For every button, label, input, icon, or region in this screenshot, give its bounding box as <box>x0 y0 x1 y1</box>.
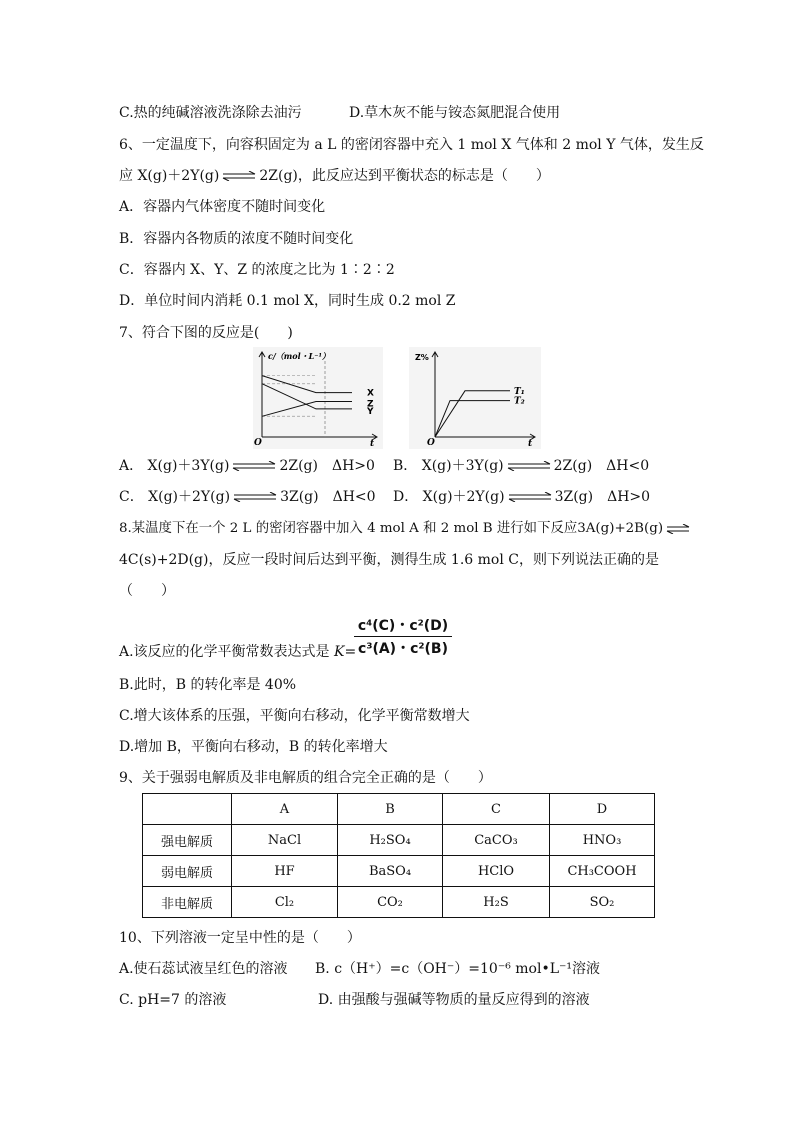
q7-b-products: 2Z(g) ΔH<0 <box>553 458 650 474</box>
q6-stem-line2 <box>119 167 550 185</box>
q7-option-a <box>119 457 375 475</box>
chart2-ylabel: Z% <box>415 353 429 362</box>
q10-stem: 10、下列溶液一定呈中性的是（ ） <box>119 930 361 946</box>
q5-option-d: D.草木灰不能与铵态氮肥混合使用 <box>349 105 561 121</box>
q7-a-products: 2Z(g) ΔH>0 <box>279 458 375 474</box>
chart1-background <box>253 347 383 449</box>
q6-option-b: B．容器内各物质的浓度不随时间变化 <box>119 231 354 247</box>
equilibrium-arrow-icon <box>507 461 551 471</box>
chart1-series-labels <box>366 389 374 417</box>
q8-option-a <box>119 643 356 661</box>
equilibrium-constant-symbol: K= <box>334 644 357 660</box>
equilibrium-arrow-icon <box>222 171 256 181</box>
table-row <box>143 825 655 856</box>
series-label-y: Y <box>367 406 374 417</box>
q7-d-reactants: D． X(g)＋2Y(g) <box>393 489 505 505</box>
q7-b-reactants: B． X(g)＋3Y(g) <box>393 458 504 474</box>
q10-option-d: D. 由强酸与强碱等物质的量反应得到的溶液 <box>318 992 590 1008</box>
table-cell: HNO₃ <box>550 825 655 856</box>
q6-option-a: A．容器内气体密度不随时间变化 <box>119 199 326 215</box>
q7-c-reactants: C． X(g)＋2Y(g) <box>119 489 231 505</box>
q8-stem-line1 <box>119 520 693 538</box>
q8-option-d: D.增加 B，平衡向右移动，B 的转化率增大 <box>119 739 388 755</box>
q10-option-a: A.使石蕊试液呈红色的溶液 <box>119 961 288 977</box>
q6-option-d: D．单位时间内消耗 0.1 mol X，同时生成 0.2 mol Z <box>119 293 456 309</box>
z-percent-time-chart <box>409 347 541 449</box>
q8-option-c: C.增大该体系的压强，平衡向右移动，化学平衡常数增大 <box>119 708 470 724</box>
table-header-cell <box>143 794 232 825</box>
table-cell: BaSO₄ <box>338 856 443 887</box>
q6-option-c: C．容器内 X、Y、Z 的浓度之比为 1∶2∶2 <box>119 262 395 278</box>
q7-c-products: 3Z(g) ΔH<0 <box>280 489 376 505</box>
q7-option-c <box>119 488 376 506</box>
equilibrium-constant-fraction <box>354 615 452 658</box>
q10-option-b: B. c（H⁺）=c（OH⁻）=10⁻⁶ mol•L⁻¹溶液 <box>315 961 601 977</box>
q7-a-reactants: A． X(g)＋3Y(g) <box>119 458 230 474</box>
series-label-x: X <box>367 388 374 399</box>
table-header-cell: C <box>443 794 550 825</box>
table-cell: CaCO₃ <box>443 825 550 856</box>
table-row <box>143 887 655 918</box>
table-row-label: 弱电解质 <box>143 856 232 887</box>
table-row <box>143 856 655 887</box>
table-cell: SO₂ <box>550 887 655 918</box>
equilibrium-arrow-icon <box>233 492 277 502</box>
table-header-cell: D <box>550 794 655 825</box>
table-cell: CH₃COOH <box>550 856 655 887</box>
series-label-t2: T₂ <box>514 396 525 407</box>
table-cell: Cl₂ <box>232 887 338 918</box>
chart2-origin-label: O <box>427 438 435 448</box>
q8-option-b: B.此时，B 的转化率是 40% <box>119 677 297 693</box>
table-cell: CO₂ <box>338 887 443 918</box>
table-cell: HClO <box>443 856 550 887</box>
equilibrium-arrow-icon <box>232 461 276 471</box>
equilibrium-arrow-icon <box>666 524 690 534</box>
q10-option-c: C. pH=7 的溶液 <box>119 992 227 1008</box>
table-cell: NaCl <box>232 825 338 856</box>
fraction-numerator: c⁴(C)・c²(D) <box>354 615 452 637</box>
q7-option-b <box>393 457 649 475</box>
q5-option-c: C.热的纯碱溶液洗涤除去油污 <box>119 105 302 121</box>
q9-stem: 9、关于强弱电解质及非电解质的组合完全正确的是（ ） <box>119 770 492 786</box>
table-header-row <box>143 794 655 825</box>
q7-option-d <box>393 488 650 506</box>
q8-stem-line3: （ ） <box>119 583 175 599</box>
chart1-origin-label: O <box>254 438 262 448</box>
q7-d-products: 3Z(g) ΔH>0 <box>554 489 651 505</box>
chart2-series-labels <box>514 387 525 407</box>
chart1-xlabel: t <box>370 439 375 449</box>
table-cell: HF <box>232 856 338 887</box>
q6-products: 2Z(g)，此反应达到平衡状态的标志是（ ） <box>259 168 550 184</box>
q8-stem-line2: 4C(s)+2D(g)，反应一段时间后达到平衡，测得生成 1.6 mol C，则下列说法正确的是 <box>119 552 659 568</box>
q8-option-a-text: A.该反应的化学平衡常数表达式是 <box>119 644 330 660</box>
series-label-t1: T₁ <box>514 386 525 397</box>
table-row-label: 非电解质 <box>143 887 232 918</box>
q8-reactants: 8.某温度下在一个 2 L 的密闭容器中加入 4 mol A 和 2 mol B 进行如下反应3A(g)+2B(g) <box>119 521 664 536</box>
table-header-cell: A <box>232 794 338 825</box>
q7-stem: 7、符合下图的反应是( ) <box>119 325 293 341</box>
table-cell: H₂S <box>443 887 550 918</box>
table-header-cell: B <box>338 794 443 825</box>
chart2-xlabel: t <box>528 439 533 449</box>
q6-stem-line1: 6、一定温度下，向容积固定为 a L 的密闭容器中充入 1 mol X 气体和 2 mol Y 气体，发生反 <box>119 137 704 153</box>
concentration-time-chart <box>253 347 383 449</box>
table-row-label: 强电解质 <box>143 825 232 856</box>
equilibrium-arrow-icon <box>508 492 552 502</box>
q6-reactants: 应 X(g)＋2Y(g) <box>119 168 220 184</box>
fraction-denominator: c³(A)・c²(B) <box>358 641 448 657</box>
chart1-ylabel: c/（mol・L⁻¹） <box>268 351 330 361</box>
table-cell: H₂SO₄ <box>338 825 443 856</box>
series-label-z: Z <box>367 399 374 410</box>
electrolyte-table <box>142 793 655 918</box>
